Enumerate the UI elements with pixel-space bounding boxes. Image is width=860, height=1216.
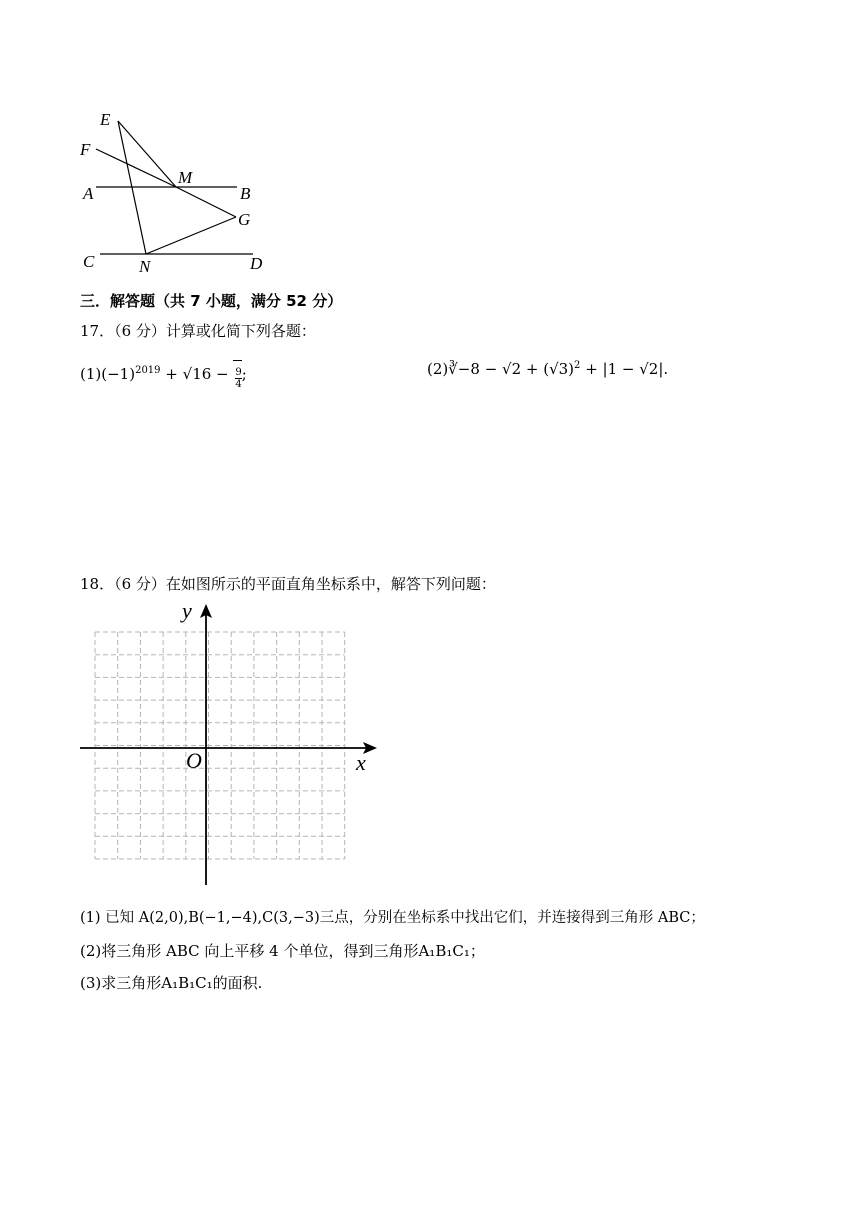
label-b: B bbox=[240, 184, 251, 203]
q17-part1-expr-b: + √16 − bbox=[160, 365, 234, 383]
y-axis-label: y bbox=[182, 598, 192, 623]
q18-part3: (3)求三角形A₁B₁C₁的面积. bbox=[80, 974, 263, 992]
q18-part2: (2)将三角形 ABC 向上平移 4 个单位，得到三角形A₁B₁C₁； bbox=[80, 942, 485, 960]
label-f: F bbox=[80, 140, 91, 159]
label-a: A bbox=[83, 184, 94, 203]
segment-ng bbox=[146, 217, 236, 254]
label-e: E bbox=[100, 110, 111, 129]
segment-em bbox=[118, 121, 176, 187]
section-heading: 三．解答题（共 7 小题，满分 52 分） bbox=[80, 292, 343, 310]
q17-part2-exp: 2 bbox=[574, 360, 581, 371]
label-n: N bbox=[139, 257, 151, 276]
q17-part1-tail: ; bbox=[241, 365, 247, 383]
q17-part2 bbox=[427, 360, 668, 378]
q17-part2-expr: ∛−8 − √2 + (√3) bbox=[448, 360, 575, 378]
x-axis-label: x bbox=[356, 750, 366, 775]
label-c: C bbox=[83, 252, 95, 271]
label-d: D bbox=[250, 254, 263, 273]
coordinate-grid bbox=[75, 600, 385, 890]
q17-part2-label: (2) bbox=[427, 360, 449, 378]
q18-part1: (1) 已知 A(2,0),B(−1,−4),C(3,−3)三点，分别在坐标系中找出它们，并连接得到三角形 ABC； bbox=[80, 910, 705, 926]
segment-mg bbox=[176, 187, 236, 217]
q17-part1-exp: 2019 bbox=[135, 365, 161, 376]
ray-fm bbox=[96, 149, 176, 187]
q17-part1-expr-a: (−1) bbox=[101, 365, 136, 383]
q17-part1-frac-num: 9 bbox=[235, 367, 242, 378]
origin-label: O bbox=[186, 748, 202, 773]
label-g: G bbox=[238, 210, 251, 229]
q18-stem: 18．（6 分）在如图所示的平面直角坐标系中，解答下列问题： bbox=[80, 575, 496, 593]
q17-stem: 17．（6 分）计算或化简下列各题： bbox=[80, 322, 316, 340]
q17-part2-tail: + |1 − √2|. bbox=[580, 360, 669, 378]
label-m: M bbox=[178, 168, 193, 187]
q17-part1-label: (1) bbox=[80, 365, 102, 383]
q17-part1 bbox=[80, 360, 247, 390]
q17-part1-frac-den: 4 bbox=[235, 379, 242, 390]
